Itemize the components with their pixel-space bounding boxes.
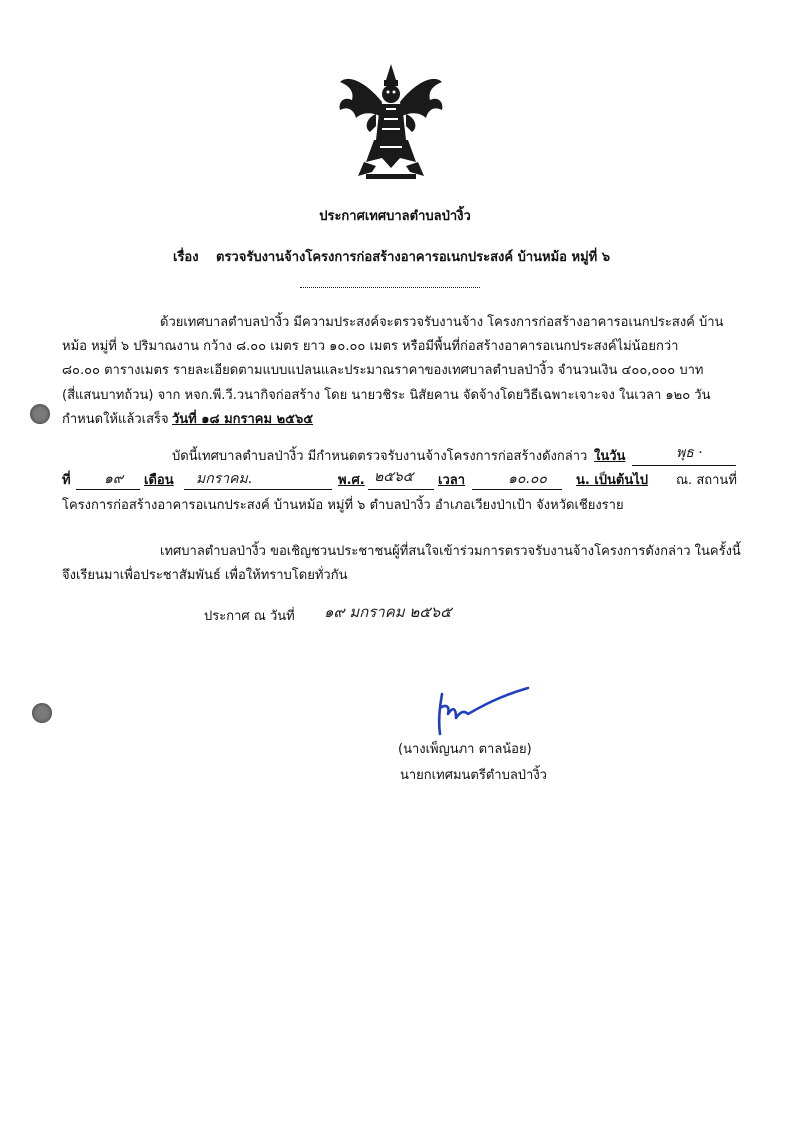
month-label: เดือน [144,473,174,488]
garuda-emblem-icon [336,62,446,182]
paragraph-1-line-1: ด้วยเทศบาลตำบลป่างิ้ว มีความประสงค์จะตรวจรับงานจ้าง โครงการก่อสร้างอาคารอเนกประสงค์ บ้าน [160,315,724,330]
date-handwritten: ๑๙ [104,471,124,487]
year-handwritten: ๒๕๖๕ [374,469,414,485]
document-title: ประกาศเทศบาลตำบลป่างิ้ว [319,209,471,224]
completion-date: วันที่ ๑๘ มกราคม ๒๕๖๕ [172,412,314,427]
day-underline [632,464,736,466]
paragraph-1-line-5-prefix: กำหนดให้แล้วเสร็จ [62,412,169,427]
subject-label: เรื่อง [173,250,199,265]
subject-text: ตรวจรับงานจ้างโครงการก่อสร้างอาคารอเนกประสงค์ บ้านหม้อ หมู่ที่ ๖ [216,250,610,265]
punch-hole-top [30,404,50,424]
paragraph-2-line-1: บัดนี้เทศบาลตำบลป่างิ้ว มีกำหนดตรวจรับงานจ้างโครงการก่อสร้างดังกล่าว [172,449,588,464]
paragraph-1-line-3: ๘๐.๐๐ ตารางเมตร รายละเอียดตามแบบแปลนและประมาณราคาของเทศบาลตำบลป่างิ้ว จำนวนเงิน ๔๐๐,๐๐๐ บาท [62,363,704,378]
paragraph-2-line-3: โครงการก่อสร้างอาคารอเนกประสงค์ บ้านหม้อ หมู่ที่ ๖ ตำบลป่างิ้ว อำเภอเวียงป่าเป้า จังหวัดเชียงราย [62,498,624,513]
signatory-position: นายกเทศมนตรีตำบลป่างิ้ว [400,768,547,783]
day-handwritten: พุธ · [676,445,703,461]
signatory-name: (นางเพ็ญนภา ตาลน้อย) [398,742,532,757]
announce-date-handwritten: ๑๙ มกราคม ๒๕๖๕ [324,603,452,621]
from-label: น. เป็นต้นไป [576,473,649,488]
time-handwritten: ๑๐.๐๐ [508,471,547,487]
time-label: เวลา [438,473,466,488]
paragraph-3-line-1: เทศบาลตำบลป่างิ้ว ขอเชิญชวนประชาชนผู้ที่สนใจเข้าร่วมการตรวจรับงานจ้างโครงการดังกล่าว ในครั้งนี้ [160,544,741,559]
month-handwritten: มกราคม. [196,471,253,487]
paragraph-1-line-2: หม้อ หมู่ที่ ๖ ปริมาณงาน กว้าง ๘.๐๐ เมตร ยาว ๑๐.๐๐ เมตร หรือมีพื้นที่ก่อสร้างอาคารอเนกประสงค์ไม่น้อยกว่า [62,339,679,354]
announce-label: ประกาศ ณ วันที่ [204,609,295,624]
title-divider [300,286,480,288]
paragraph-3-line-2: จึงเรียนมาเพื่อประชาสัมพันธ์ เพื่อให้ทราบโดยทั่วกัน [62,568,348,583]
punch-hole-bottom [32,703,52,723]
signature-mark [430,684,534,740]
place-suffix: ณ. สถานที่ [676,473,737,488]
year-underline [368,488,434,490]
date-label: ที่ [62,473,71,488]
paragraph-1-line-4: (สี่แสนบาทถ้วน) จาก หจก.พี.วี.วนากิจก่อสร้าง โดย นายวชิระ นิสัยคาน จัดจ้างโดยวิธีเฉพาะเจาะจง ในเวลา ๑๒๐ วัน [62,388,711,403]
year-label: พ.ศ. [338,473,365,488]
on-day-label: ในวัน [594,449,626,464]
